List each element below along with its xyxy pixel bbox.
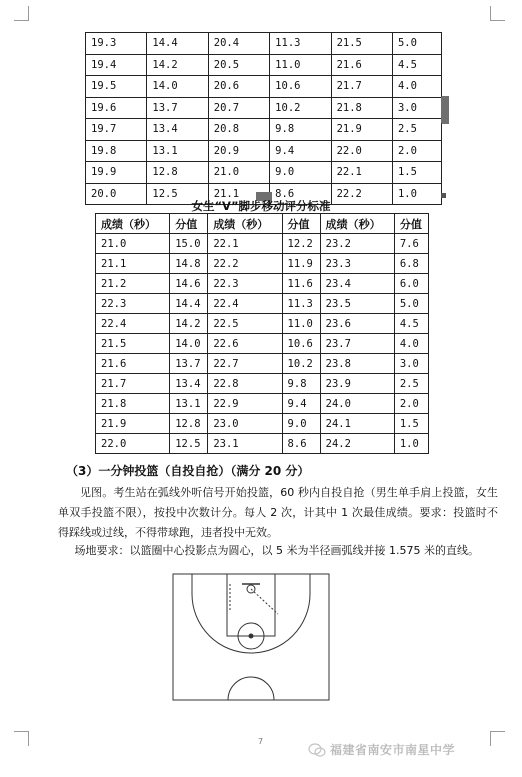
score-cell: 9.8 [282, 374, 320, 394]
time-cell: 22.8 [208, 374, 282, 394]
time-cell: 23.1 [208, 434, 282, 454]
score-cell: 12.5 [147, 183, 208, 205]
table-row [96, 354, 429, 374]
score-table-girls-v-footwork [95, 213, 429, 454]
score-cell: 9.4 [270, 140, 331, 162]
time-cell: 22.2 [208, 254, 282, 274]
time-cell: 21.8 [96, 394, 170, 414]
time-cell: 22.7 [208, 354, 282, 374]
header-time: 成绩（秒） [96, 214, 170, 234]
time-cell: 21.9 [331, 119, 392, 141]
score-cell: 4.5 [392, 54, 441, 76]
score-cell: 14.4 [170, 294, 208, 314]
page-number: 7 [258, 737, 264, 746]
table-row [96, 254, 429, 274]
time-cell: 24.2 [320, 434, 394, 454]
score-cell: 9.0 [282, 414, 320, 434]
score-cell: 1.5 [392, 162, 441, 184]
score-cell: 10.6 [282, 334, 320, 354]
score-cell: 14.2 [170, 314, 208, 334]
table-row [86, 140, 442, 162]
time-cell: 22.3 [208, 274, 282, 294]
score-cell: 7.6 [394, 234, 428, 254]
time-cell: 23.9 [320, 374, 394, 394]
score-cell: 12.2 [282, 234, 320, 254]
watermark-text: 福建省南安市南星中学 [330, 743, 456, 757]
score-cell: 2.0 [392, 140, 441, 162]
score-cell: 4.0 [394, 334, 428, 354]
table-row [96, 314, 429, 334]
table-row [86, 76, 442, 98]
score-cell: 14.8 [170, 254, 208, 274]
score-cell: 1.5 [394, 414, 428, 434]
table-row [86, 33, 442, 55]
header-score: 分值 [394, 214, 428, 234]
time-cell: 23.2 [320, 234, 394, 254]
time-cell: 22.3 [96, 294, 170, 314]
score-cell: 14.2 [147, 54, 208, 76]
table-row [96, 234, 429, 254]
table-row [86, 119, 442, 141]
score-cell: 14.0 [170, 334, 208, 354]
score-cell: 13.7 [147, 97, 208, 119]
table-row [86, 162, 442, 184]
score-cell: 6.0 [394, 274, 428, 294]
time-cell: 20.5 [208, 54, 269, 76]
header-time: 成绩（秒） [320, 214, 394, 234]
score-cell: 8.6 [270, 183, 331, 205]
score-cell: 10.6 [270, 76, 331, 98]
score-cell: 4.5 [394, 314, 428, 334]
table-row [96, 334, 429, 354]
time-cell: 19.4 [86, 54, 147, 76]
score-cell: 14.6 [170, 274, 208, 294]
wechat-icon [308, 743, 326, 757]
score-cell: 13.4 [170, 374, 208, 394]
table-row [96, 434, 429, 454]
header-score: 分值 [282, 214, 320, 234]
time-cell: 22.9 [208, 394, 282, 414]
score-cell: 13.7 [170, 354, 208, 374]
time-cell: 19.7 [86, 119, 147, 141]
table-row [86, 54, 442, 76]
score-cell: 11.3 [270, 33, 331, 55]
score-cell: 5.0 [392, 33, 441, 55]
score-cell: 11.6 [282, 274, 320, 294]
time-cell: 23.8 [320, 354, 394, 374]
basketball-court-diagram-icon [170, 572, 332, 702]
time-cell: 22.4 [208, 294, 282, 314]
time-cell: 19.9 [86, 162, 147, 184]
time-cell: 21.2 [96, 274, 170, 294]
section-heading: （3）一分钟投篮（自投自抢）（满分 20 分） [66, 464, 310, 478]
header-score: 分值 [170, 214, 208, 234]
table-row [86, 97, 442, 119]
time-cell: 21.9 [96, 414, 170, 434]
time-cell: 21.8 [331, 97, 392, 119]
score-cell: 6.8 [394, 254, 428, 274]
time-cell: 23.4 [320, 274, 394, 294]
score-cell: 3.0 [392, 97, 441, 119]
score-cell: 9.8 [270, 119, 331, 141]
time-cell: 19.6 [86, 97, 147, 119]
score-cell: 13.4 [147, 119, 208, 141]
score-cell: 11.9 [282, 254, 320, 274]
time-cell: 22.5 [208, 314, 282, 334]
crop-mark-top-right [490, 6, 505, 21]
time-cell: 22.0 [331, 140, 392, 162]
time-cell: 21.0 [208, 162, 269, 184]
time-cell: 20.9 [208, 140, 269, 162]
score-cell: 1.0 [394, 434, 428, 454]
table-caption: 女生“Ⅴ”脚步移动评分标准 [191, 199, 331, 213]
time-cell: 19.8 [86, 140, 147, 162]
crop-mark-top-left [14, 6, 29, 21]
score-cell: 12.8 [170, 414, 208, 434]
time-cell: 19.3 [86, 33, 147, 55]
time-cell: 23.7 [320, 334, 394, 354]
paragraph-field-requirement: 场地要求：以篮圈中心投影点为圆心，以 5 米为半径画弧线并接 1.575 米的直线。 [74, 544, 479, 557]
time-cell: 20.8 [208, 119, 269, 141]
time-cell: 24.1 [320, 414, 394, 434]
table-corner-handle[interactable] [441, 193, 446, 198]
time-cell: 21.6 [331, 54, 392, 76]
score-cell: 13.1 [170, 394, 208, 414]
watermark [308, 741, 455, 758]
time-cell: 21.5 [96, 334, 170, 354]
score-cell: 9.4 [282, 394, 320, 414]
crop-mark-bottom-right [490, 731, 505, 746]
time-cell: 22.2 [331, 183, 392, 205]
time-cell: 22.1 [331, 162, 392, 184]
score-cell: 10.2 [282, 354, 320, 374]
score-cell: 4.0 [392, 76, 441, 98]
score-cell: 5.0 [394, 294, 428, 314]
score-cell: 2.5 [394, 374, 428, 394]
score-cell: 11.0 [270, 54, 331, 76]
table-row [96, 274, 429, 294]
time-cell: 23.6 [320, 314, 394, 334]
header-time: 成绩（秒） [208, 214, 282, 234]
score-cell: 14.0 [147, 76, 208, 98]
time-cell: 23.3 [320, 254, 394, 274]
time-cell: 20.4 [208, 33, 269, 55]
score-cell: 14.4 [147, 33, 208, 55]
time-cell: 22.0 [96, 434, 170, 454]
table-row [96, 374, 429, 394]
time-cell: 24.0 [320, 394, 394, 414]
time-cell: 21.0 [96, 234, 170, 254]
time-cell: 23.5 [320, 294, 394, 314]
score-cell: 1.0 [392, 183, 441, 205]
time-cell: 23.0 [208, 414, 282, 434]
score-cell: 12.5 [170, 434, 208, 454]
time-cell: 22.4 [96, 314, 170, 334]
table-row [96, 394, 429, 414]
score-cell: 2.0 [394, 394, 428, 414]
time-cell: 21.1 [96, 254, 170, 274]
table-row [96, 414, 429, 434]
time-cell: 22.1 [208, 234, 282, 254]
score-cell: 13.1 [147, 140, 208, 162]
time-cell: 22.6 [208, 334, 282, 354]
time-cell: 20.7 [208, 97, 269, 119]
time-cell: 19.5 [86, 76, 147, 98]
paragraph-description: 见图。考生站在弧线外听信号开始投篮，60 秒内自投自抢（男生单手肩上投篮，女生单双手投篮不限），按投中次数计分。每人 2 次，计其中 1 次最佳成绩。要求：投篮时不得踩线或过线，不得带球跑，违者投中无效。 [58, 486, 498, 539]
time-cell: 20.6 [208, 76, 269, 98]
table-insert-handle[interactable] [441, 96, 449, 124]
time-cell: 21.1 [208, 183, 269, 205]
score-cell: 3.0 [394, 354, 428, 374]
score-cell: 8.6 [282, 434, 320, 454]
score-cell: 11.3 [282, 294, 320, 314]
score-cell: 11.0 [282, 314, 320, 334]
score-cell: 15.0 [170, 234, 208, 254]
score-cell: 10.2 [270, 97, 331, 119]
time-cell: 21.7 [331, 76, 392, 98]
time-cell: 21.6 [96, 354, 170, 374]
score-cell: 9.0 [270, 162, 331, 184]
score-cell: 2.5 [392, 119, 441, 141]
crop-mark-bottom-left [14, 731, 29, 746]
score-table-top [85, 32, 442, 205]
time-cell: 21.5 [331, 33, 392, 55]
time-cell: 20.0 [86, 183, 147, 205]
time-cell: 21.7 [96, 374, 170, 394]
score-cell: 12.8 [147, 162, 208, 184]
table-row [96, 294, 429, 314]
